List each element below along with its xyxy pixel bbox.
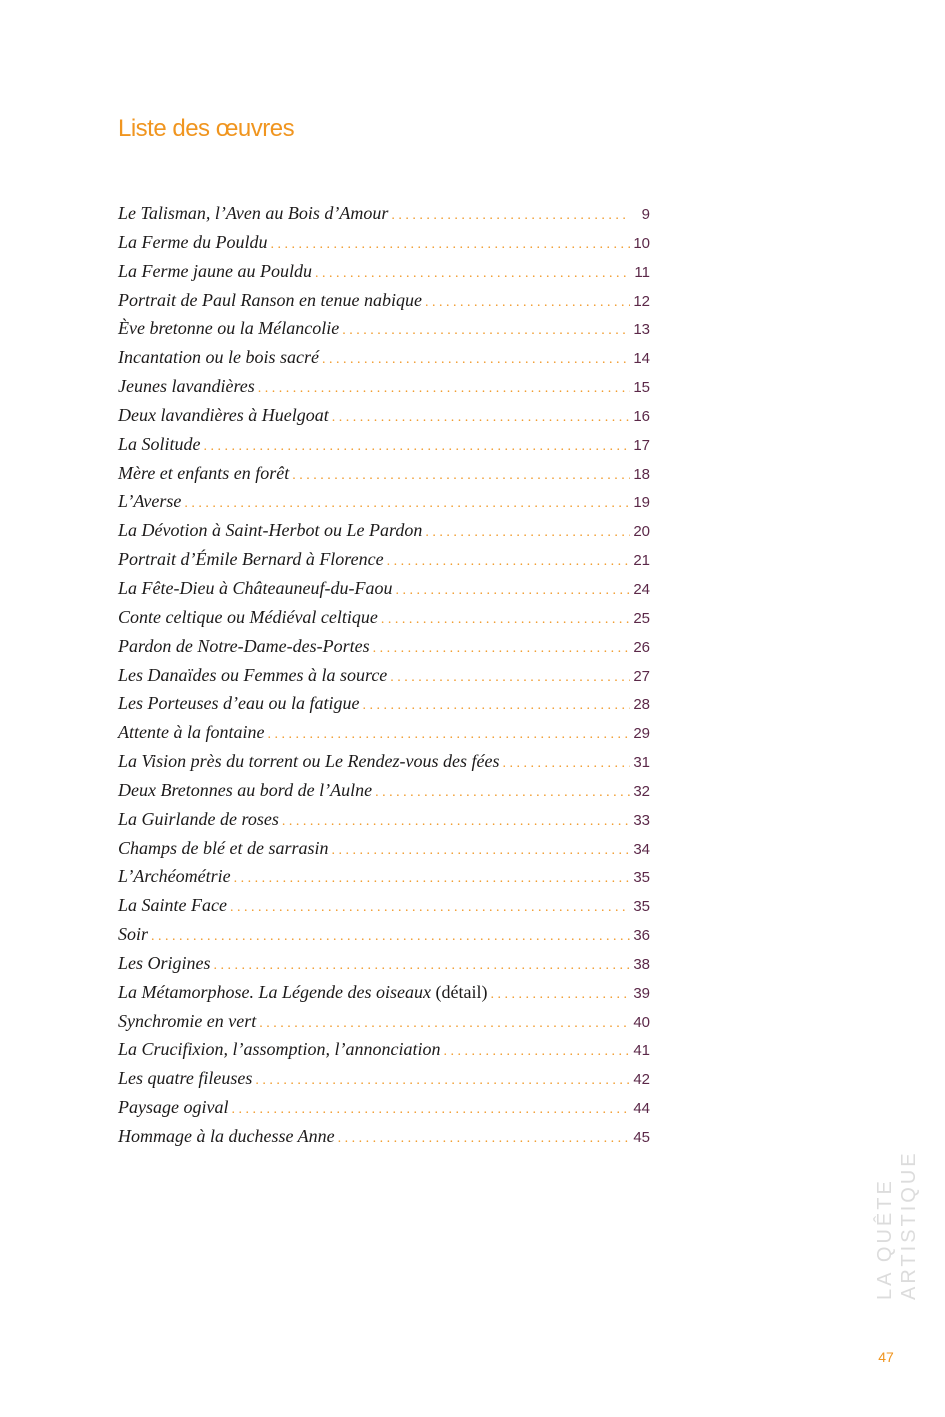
toc-entry [118, 632, 650, 661]
work-page-number: 14 [633, 350, 650, 368]
work-title-text: Soir [118, 924, 149, 945]
dot-leader [391, 202, 630, 231]
work-title-text: Les quatre fileuses [118, 1068, 253, 1089]
work-title [118, 920, 148, 949]
work-title [118, 257, 312, 286]
work-title-text: Hommage à la duchesse Anne [118, 1126, 335, 1146]
dot-leader [255, 1067, 630, 1096]
work-title-text: L’Archéométrie [118, 866, 231, 887]
work-page-number: 25 [633, 609, 650, 627]
work-title [118, 1035, 441, 1064]
work-page-number: 17 [633, 436, 650, 454]
dot-leader [381, 606, 630, 635]
work-title-text: Deux Bretonnes au bord de l’Aulne [118, 779, 373, 800]
page-title: Liste des œuvres [118, 115, 295, 142]
toc-entry [118, 228, 650, 257]
work-title-text: L’Averse [118, 491, 182, 512]
dot-leader [342, 317, 630, 346]
work-title [118, 891, 227, 920]
work-title [118, 199, 388, 228]
work-title-text: La Ferme du Pouldu [118, 231, 268, 252]
work-page-number: 13 [633, 321, 650, 339]
work-page-number: 19 [633, 494, 650, 512]
work-title [118, 834, 329, 863]
toc-entry [118, 574, 650, 603]
work-title [118, 689, 359, 718]
dot-leader [322, 346, 630, 375]
work-title-text: Champs de blé et de sarrasin [118, 837, 329, 858]
work-title-text: Le Talisman, l’Aven au Bois d’Amour [118, 203, 389, 223]
toc-entry [118, 401, 650, 430]
work-page-number: 31 [633, 754, 650, 772]
work-title-text: Les Porteuses d’eau ou la fatigue [118, 693, 360, 714]
toc-entry [118, 1093, 650, 1122]
work-title [118, 1093, 228, 1122]
work-title [118, 632, 370, 661]
dot-leader [204, 433, 630, 462]
toc-entry [118, 978, 650, 1007]
dot-leader [502, 750, 630, 779]
toc-entry [118, 1007, 650, 1036]
dot-leader [315, 260, 630, 289]
toc-entry [118, 516, 650, 545]
work-title-text: Ève bretonne ou la Mélancolie [118, 318, 340, 339]
work-title [118, 545, 384, 574]
work-title [118, 430, 201, 459]
toc-entry [118, 1035, 650, 1064]
work-title-text: Portrait de Paul Ranson en tenue nabique [118, 289, 422, 310]
work-title-text: Pardon de Notre-Dame-des-Portes [118, 635, 370, 656]
work-title [118, 805, 279, 834]
work-title-text: La Sainte Face [118, 895, 227, 916]
work-page-number: 38 [633, 955, 650, 973]
dot-leader [282, 808, 630, 837]
work-page-number: 11 [634, 263, 650, 281]
work-title [118, 661, 387, 690]
work-page-number: 15 [633, 379, 650, 397]
dot-leader [230, 894, 630, 923]
work-title [118, 862, 231, 891]
dot-leader [258, 375, 630, 404]
work-page-number: 39 [633, 984, 650, 1002]
work-page-number: 20 [633, 523, 650, 541]
dot-leader [425, 289, 630, 318]
dot-leader [490, 981, 630, 1010]
dot-leader [270, 231, 630, 260]
work-page-number: 21 [633, 552, 650, 570]
dot-leader [425, 519, 630, 548]
toc-entry [118, 718, 650, 747]
work-title-text: La Guirlande de roses [118, 808, 279, 829]
work-title [118, 286, 422, 315]
toc-entry [118, 487, 650, 516]
work-title-text: Les Danaïdes ou Femmes à la source [118, 664, 388, 685]
work-title [118, 978, 487, 1007]
toc-entry [118, 545, 650, 574]
work-page-number: 9 [641, 206, 650, 223]
dot-leader [267, 721, 630, 750]
work-title [118, 718, 264, 747]
dot-leader [231, 1096, 630, 1125]
dot-leader [234, 865, 630, 894]
work-title-text: Paysage ogival [118, 1097, 229, 1118]
toc-entry [118, 862, 650, 891]
work-title-text: Portrait d’Émile Bernard à Florence [118, 549, 384, 570]
work-page-number: 29 [633, 725, 650, 743]
toc-entry [118, 430, 650, 459]
work-title [118, 487, 181, 516]
toc-entry [118, 1122, 650, 1151]
work-page-number: 42 [633, 1071, 650, 1089]
toc-entry [118, 343, 650, 372]
toc-entry [118, 891, 650, 920]
work-page-number: 35 [633, 898, 650, 916]
works-list [118, 199, 650, 1151]
work-page-number: 28 [633, 696, 650, 714]
work-page-number: 44 [633, 1100, 650, 1118]
dot-leader [338, 1125, 630, 1154]
work-title [118, 314, 339, 343]
work-page-number: 16 [633, 407, 650, 425]
work-title-text: Jeunes lavandières [118, 376, 255, 397]
work-title [118, 372, 255, 401]
toc-entry [118, 661, 650, 690]
work-title [118, 1122, 335, 1151]
dot-leader [332, 837, 631, 866]
work-title-text: Mère et enfants en forêt [118, 462, 290, 483]
dot-leader [332, 404, 630, 433]
toc-entry [118, 1064, 650, 1093]
work-page-number: 35 [633, 869, 650, 887]
toc-entry [118, 199, 650, 228]
section-label: LA QUÊTE ARTISTIQUE [874, 1150, 920, 1300]
work-page-number: 36 [633, 927, 650, 945]
work-title-text: La Solitude [118, 433, 201, 454]
work-page-number: 27 [633, 667, 650, 685]
work-title-text: La Métamorphose. La Légende des oiseaux [118, 981, 431, 1002]
work-page-number: 24 [633, 580, 650, 598]
work-title [118, 516, 422, 545]
toc-entry [118, 314, 650, 343]
dot-leader [362, 692, 630, 721]
work-title-text: Incantation ou le bois sacré [118, 347, 319, 368]
work-title-text: Les Origines [118, 952, 211, 973]
dot-leader [184, 490, 630, 519]
work-title [118, 459, 289, 488]
toc-entry [118, 459, 650, 488]
work-title-text: Conte celtique ou Médiéval celtique [118, 606, 378, 627]
work-title-text: La Fête-Dieu à Châteauneuf-du-Faou [118, 577, 393, 598]
dot-leader [259, 1010, 630, 1039]
work-title-text: La Ferme jaune au Pouldu [118, 260, 312, 281]
toc-entry [118, 689, 650, 718]
work-title-text: Deux lavandières à Huelgoat [118, 404, 329, 425]
work-title [118, 603, 378, 632]
work-title-text: La Crucifixion, l’assomption, l’annonciation [118, 1039, 441, 1060]
toc-entry [118, 920, 650, 949]
work-title [118, 1007, 256, 1036]
work-page-number: 34 [633, 840, 650, 858]
dot-leader [390, 664, 630, 693]
dot-leader [395, 577, 630, 606]
work-title [118, 949, 211, 978]
work-title [118, 228, 267, 257]
dot-leader [151, 923, 630, 952]
toc-entry [118, 372, 650, 401]
work-title-suffix: (détail) [430, 981, 488, 1002]
work-title [118, 776, 372, 805]
work-page-number: 10 [633, 234, 650, 252]
work-page-number: 26 [633, 638, 650, 656]
toc-entry [118, 603, 650, 632]
toc-entry [118, 949, 650, 978]
work-page-number: 18 [633, 465, 650, 483]
work-title [118, 343, 319, 372]
work-page-number: 12 [633, 292, 650, 310]
toc-entry [118, 747, 650, 776]
work-page-number: 32 [633, 782, 650, 800]
dot-leader [373, 635, 630, 664]
toc-entry [118, 834, 650, 863]
work-page-number: 45 [633, 1129, 650, 1146]
dot-leader [444, 1038, 631, 1067]
work-title [118, 747, 499, 776]
work-title-text: Synchromie en vert [118, 1010, 257, 1031]
toc-entry [118, 286, 650, 315]
work-title [118, 574, 392, 603]
work-title-text: La Vision près du torrent ou Le Rendez-vous des fées [118, 751, 500, 772]
page-number: 47 [878, 1349, 894, 1365]
work-title [118, 1064, 252, 1093]
dot-leader [375, 779, 630, 808]
dot-leader [387, 548, 630, 577]
work-page-number: 41 [633, 1042, 650, 1060]
work-page-number: 40 [633, 1013, 650, 1031]
work-title-text: Attente à la fontaine [118, 722, 265, 743]
toc-entry [118, 257, 650, 286]
toc-entry [118, 805, 650, 834]
work-page-number: 33 [633, 811, 650, 829]
work-title [118, 401, 329, 430]
work-title-text: La Dévotion à Saint-Herbot ou Le Pardon [118, 520, 423, 541]
toc-entry [118, 776, 650, 805]
dot-leader [214, 952, 630, 981]
dot-leader [292, 462, 630, 491]
